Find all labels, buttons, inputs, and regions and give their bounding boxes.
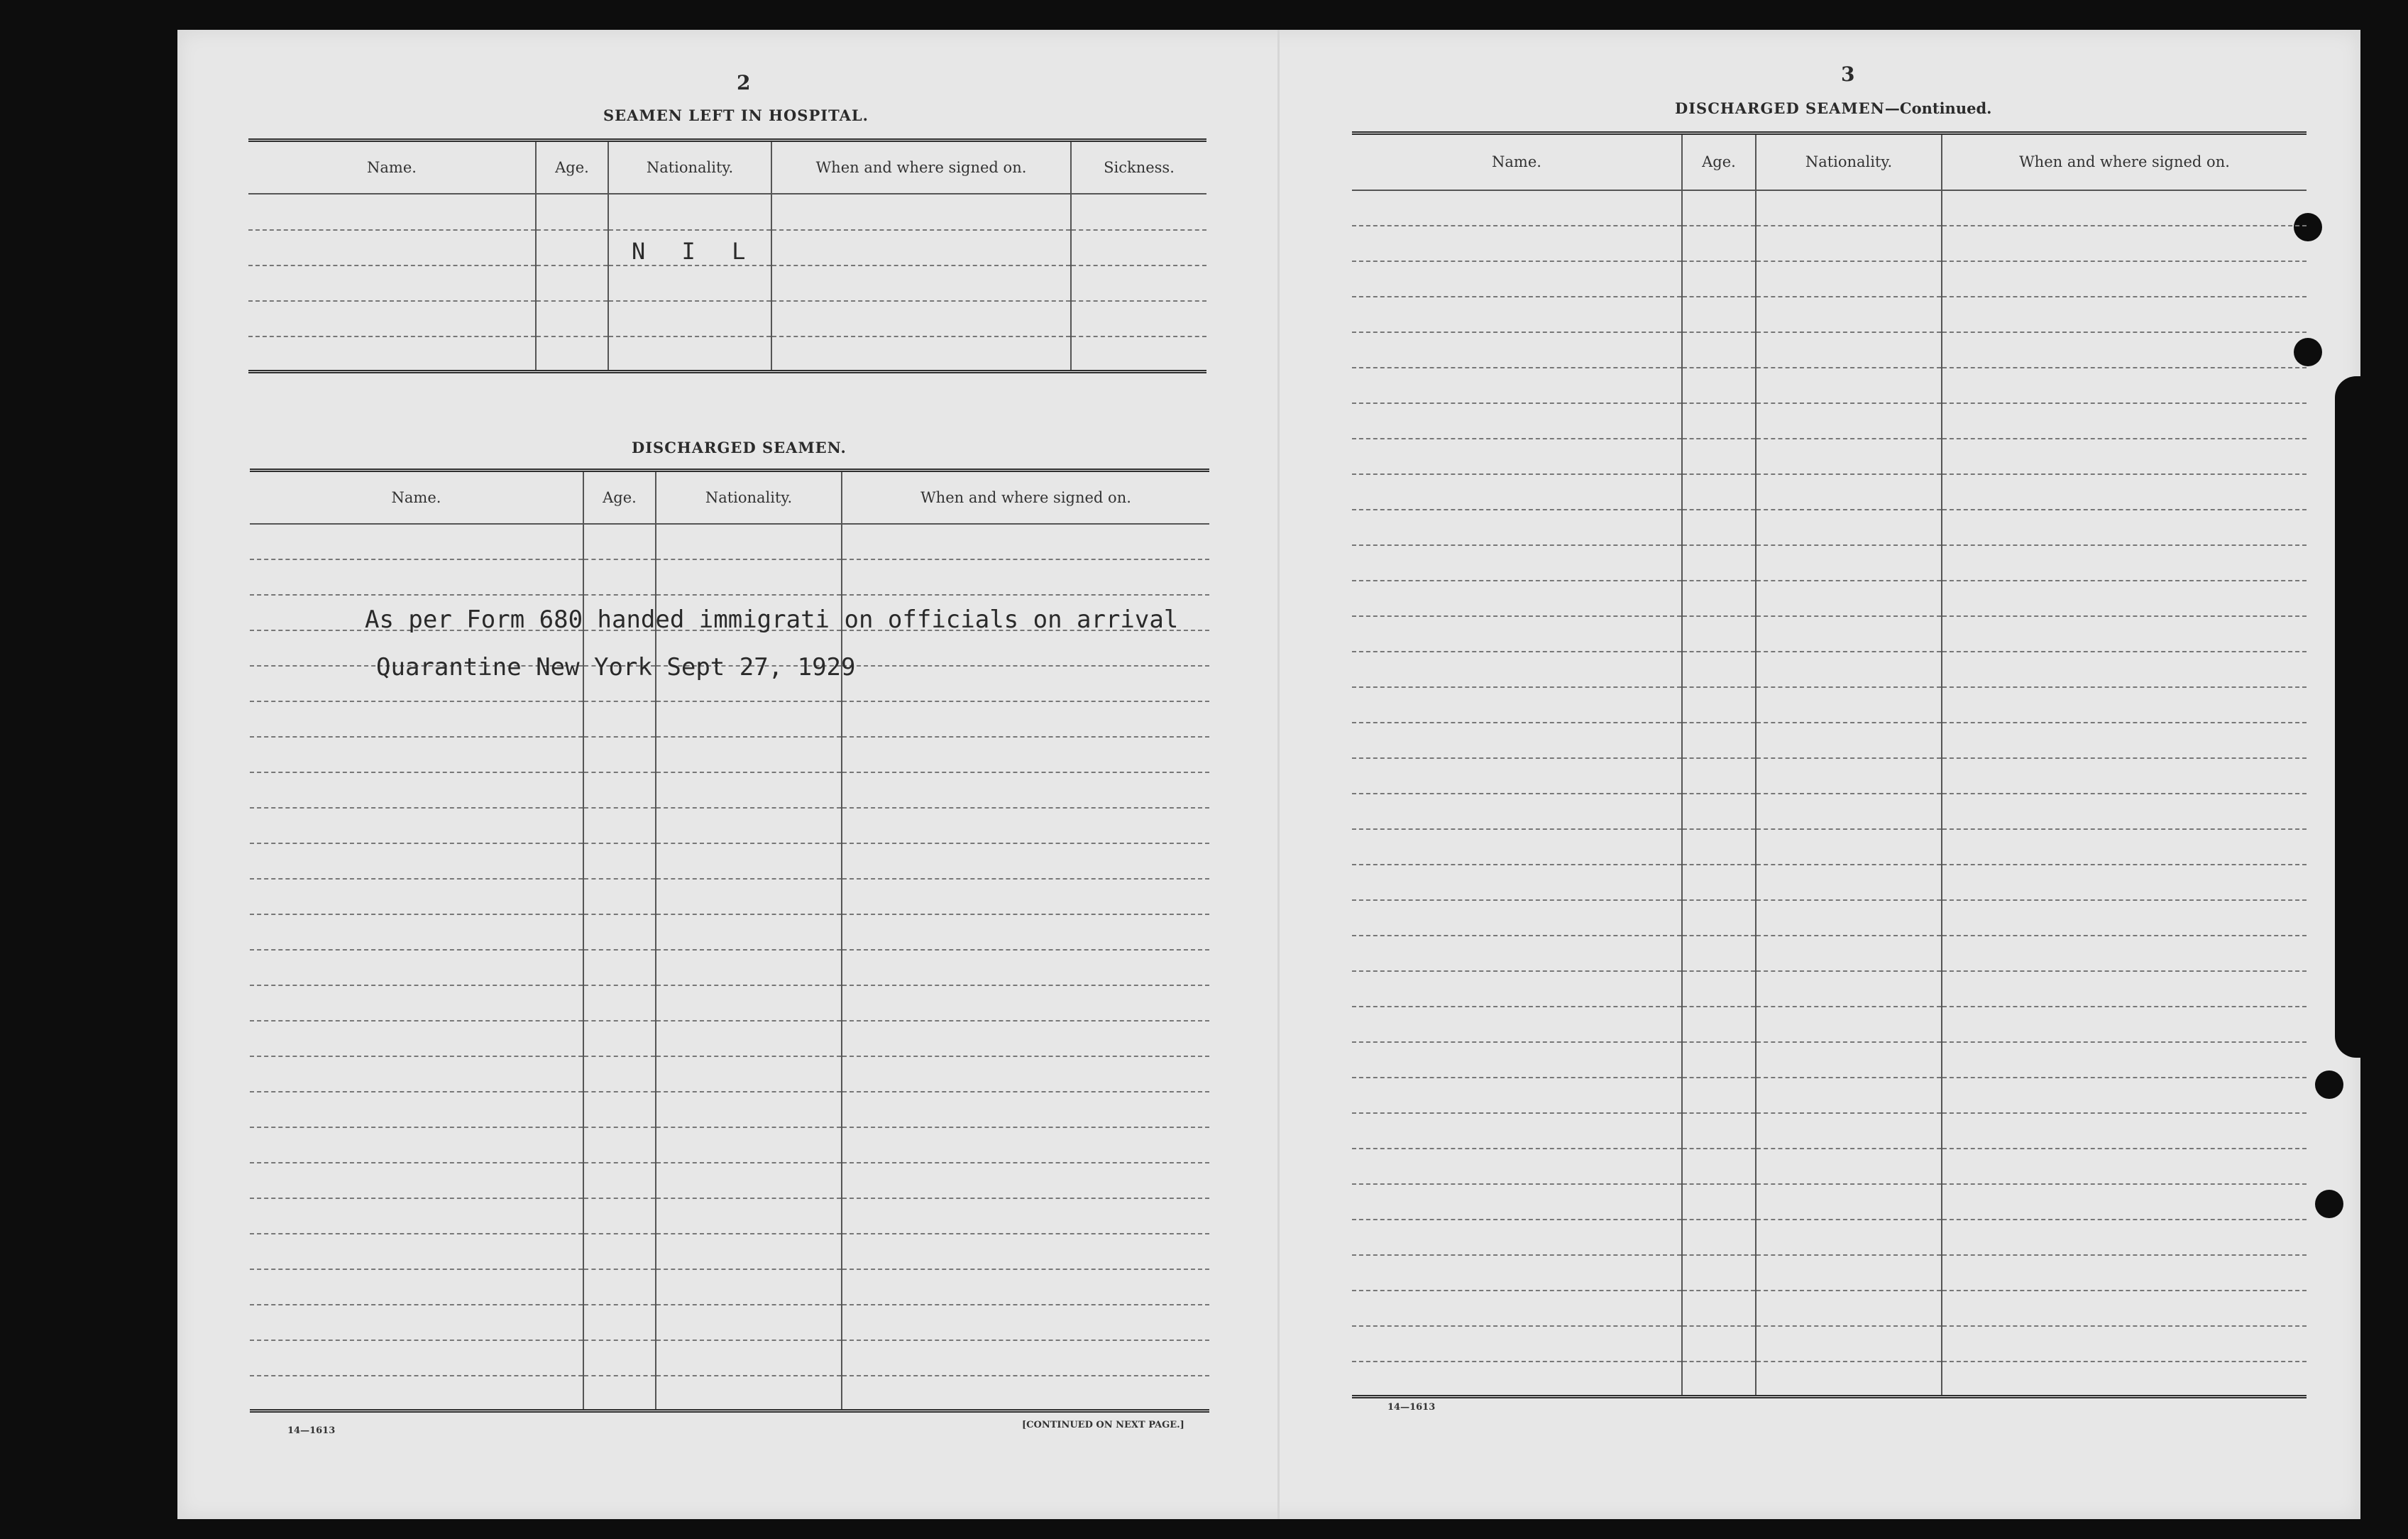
table-row [1352, 1078, 2307, 1113]
table-row [1352, 1007, 2307, 1042]
punch-hole [2315, 1070, 2343, 1099]
torn-edge [2335, 376, 2360, 1058]
form-number-left: 14—1613 [287, 1425, 336, 1436]
col-header-name: Name. [1352, 133, 1682, 190]
table-row [250, 1305, 1209, 1340]
table-row [250, 1092, 1209, 1127]
table-row [1352, 439, 2307, 474]
col-header-name: Name. [250, 471, 583, 524]
col-header-age: Age. [583, 471, 656, 524]
table-row [250, 737, 1209, 772]
form-number-right: 14—1613 [1387, 1402, 1436, 1413]
table-row [250, 1269, 1209, 1305]
col-header-signed-on: When and where signed on. [1942, 133, 2307, 190]
hospital-section-title: SEAMEN LEFT IN HOSPITAL. [603, 106, 869, 124]
table-row [250, 1376, 1209, 1411]
table-row [250, 559, 1209, 595]
page-number-right: 3 [1841, 62, 1855, 86]
col-header-name: Name. [248, 141, 536, 194]
table-row [248, 265, 1206, 301]
page-number-left: 2 [737, 71, 751, 94]
table-row [1352, 1362, 2307, 1397]
table-row [1352, 1149, 2307, 1184]
col-header-nationality: Nationality. [656, 471, 842, 524]
table-row [1352, 865, 2307, 900]
table-row [1352, 1220, 2307, 1255]
table-row [1352, 1326, 2307, 1362]
table-row [1352, 829, 2307, 865]
discharged-section-title: DISCHARGED SEAMEN. [632, 439, 847, 456]
table-row [250, 1163, 1209, 1198]
table-row [1352, 794, 2307, 829]
table-row [1352, 1042, 2307, 1078]
table-row [1352, 687, 2307, 723]
typed-note-line-1: As per Form 680 handed immigrati on officials on arrival [365, 606, 1179, 634]
title-main: DISCHARGED SEAMEN [1675, 99, 1885, 117]
table-row [1352, 723, 2307, 758]
continued-note: [CONTINUED ON NEXT PAGE.] [1022, 1420, 1184, 1430]
table-row [1352, 545, 2307, 581]
col-header-age: Age. [536, 141, 608, 194]
table-row [1352, 1255, 2307, 1291]
page-fold [1277, 30, 1280, 1519]
table-row [250, 1234, 1209, 1269]
table-row [1352, 261, 2307, 297]
title-continued: —Continued. [1884, 99, 1992, 117]
table-row [1352, 900, 2307, 936]
table-row [1352, 190, 2307, 226]
table-row [250, 1056, 1209, 1092]
table-row [250, 950, 1209, 985]
table-row [250, 1340, 1209, 1376]
table-row [1352, 368, 2307, 403]
table-row [250, 808, 1209, 843]
table-row [248, 336, 1206, 372]
col-header-nationality: Nationality. [608, 141, 771, 194]
table-row [250, 879, 1209, 914]
col-header-signed-on: When and where signed on. [842, 471, 1209, 524]
table-row [1352, 403, 2307, 439]
table-row [250, 524, 1209, 559]
table-row [250, 701, 1209, 737]
table-row [1352, 510, 2307, 545]
table-row [1352, 1291, 2307, 1326]
table-row [250, 914, 1209, 950]
table-row [1352, 1184, 2307, 1220]
table-row [250, 1198, 1209, 1234]
table-row [1352, 474, 2307, 510]
table-row [1352, 936, 2307, 971]
col-header-nationality: Nationality. [1756, 133, 1942, 190]
col-header-signed-on: When and where signed on. [771, 141, 1071, 194]
table-row [250, 1127, 1209, 1163]
table-row [1352, 758, 2307, 794]
table-row [1352, 652, 2307, 687]
table-row [1352, 332, 2307, 368]
punch-hole [2315, 1190, 2343, 1218]
table-row [250, 843, 1209, 879]
table-row [1352, 616, 2307, 652]
table-row [1352, 297, 2307, 332]
nil-entry: N I L [632, 238, 757, 265]
discharged-continued-table [1352, 131, 2307, 1398]
table-row [248, 301, 1206, 336]
table-row [250, 985, 1209, 1021]
col-header-age: Age. [1682, 133, 1756, 190]
table-row [250, 772, 1209, 808]
table-row [1352, 971, 2307, 1007]
table-row [250, 1021, 1209, 1056]
typed-note-line-2: Quarantine New York Sept 27, 1929 [376, 653, 856, 681]
table-row [1352, 1113, 2307, 1149]
table-row [1352, 581, 2307, 616]
table-row [248, 194, 1206, 230]
table-row [1352, 226, 2307, 261]
col-header-sickness: Sickness. [1071, 141, 1206, 194]
discharged-continued-title [1675, 99, 1991, 117]
